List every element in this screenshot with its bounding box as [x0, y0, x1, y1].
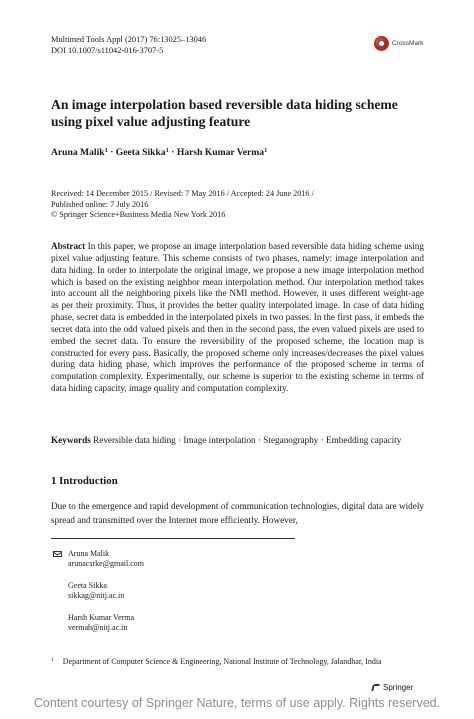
crossmark-label: CrossMark	[392, 40, 424, 47]
contact-email[interactable]: arunacsrke@gmail.com	[68, 559, 145, 569]
abstract-text: In this paper, we propose an image interpolation based reversible data hiding scheme using pixel value adjusting feature. This scheme consists of two phases, namely: image interpolation and data hiding. In order to interpolate the original image, we propose a new image interpolation method which is based on the existing neighbor mean interpolation method. Our interpolation method takes into account all the neighboring pixels like the NMI method. However, it uses different weight-age as per their proximity. Thus, it provides the better quality interpolated image. In case of data hiding phase, secret data is embedded in the interpolated pixels in two passes. In the first pass, it embeds the secret data into the odd valued pixels and then in the second pass, the even valued pixels are used to embed the secret data. To ensure the reversibility of the proposed scheme, the location map is constructed for every pass. Basically, the proposed scheme only increases/decreases the pixel values during data hiding phase, which improves the performance of the proposed scheme in terms of computation complexity. Experimentally, our scheme is superior to the existing scheme in terms of data hiding capacity, image quality and computation complexity.	[51, 241, 424, 394]
affiliation-text: Department of Computer Science & Engineering, National Institute of Technology, Jalandhar, India	[62, 657, 382, 666]
doi[interactable]: DOI 10.1007/s11042-016-3707-5	[51, 45, 164, 55]
contact-entry	[51, 613, 144, 634]
history-dates: Received: 14 December 2015 / Revised: 7 May 2016 / Accepted: 24 June 2016 /	[51, 189, 314, 198]
abstract-label: Abstract	[51, 241, 86, 251]
paper-title: An image interpolation based reversible data hiding scheme using pixel value adjusting feature	[51, 97, 398, 129]
contact-entry	[51, 549, 144, 570]
publication-history	[51, 189, 314, 221]
affiliation-footnote	[51, 657, 382, 666]
publisher-name: Springer	[383, 683, 414, 692]
author-name[interactable]: Aruna Malik	[51, 147, 105, 158]
author-name[interactable]: Geeta Sikka	[115, 147, 166, 158]
keywords	[51, 435, 401, 445]
affiliation-number: 1	[51, 657, 54, 663]
courtesy-watermark: Content courtesy of Springer Nature, terms of use apply. Rights reserved.	[33, 696, 441, 710]
author-contacts	[51, 549, 144, 644]
section-paragraph: Due to the emergence and rapid development of communication technologies, digital data are widely spread and transmitted over the Internet more efficiently. However,	[51, 501, 424, 525]
keywords-text: Reversible data hiding · Image interpolation · Steganography · Embedding capacity	[93, 435, 402, 445]
abstract	[51, 241, 424, 395]
contact-entry	[51, 581, 144, 602]
contact-email[interactable]: sikkag@nitj.ac.in	[68, 591, 125, 601]
copyright-notice: © Springer Science+Business Media New York 2016	[51, 210, 226, 220]
author-separator: ·	[110, 147, 116, 158]
author-affiliation-ref: 1	[165, 147, 169, 154]
contact-name: Geeta Sikka	[68, 580, 107, 590]
keywords-label: Keywords	[51, 435, 91, 445]
envelope-icon	[53, 551, 62, 557]
author-separator: ·	[171, 147, 177, 158]
springer-horse-icon	[372, 683, 380, 692]
crossmark-icon	[374, 36, 389, 51]
publisher-logo	[372, 683, 413, 692]
journal-citation: Multimed Tools Appl (2017) 76:13025–13046	[51, 35, 207, 44]
contact-name: Harsh Kumar Verma	[68, 612, 135, 622]
footnote-divider	[51, 538, 295, 539]
author-list	[51, 147, 267, 158]
journal-header	[51, 35, 206, 56]
crossmark-badge[interactable]	[374, 36, 423, 51]
author-name[interactable]: Harsh Kumar Verma	[176, 147, 265, 158]
contact-email[interactable]: vermah@nitj.ac.in	[68, 623, 128, 633]
author-affiliation-ref: 1	[264, 147, 268, 154]
author-affiliation-ref: 1	[104, 147, 108, 154]
section-heading: 1 Introduction	[51, 475, 118, 487]
published-online: Published online: 7 July 2016	[51, 199, 149, 209]
contact-name: Aruna Malik	[68, 549, 110, 558]
